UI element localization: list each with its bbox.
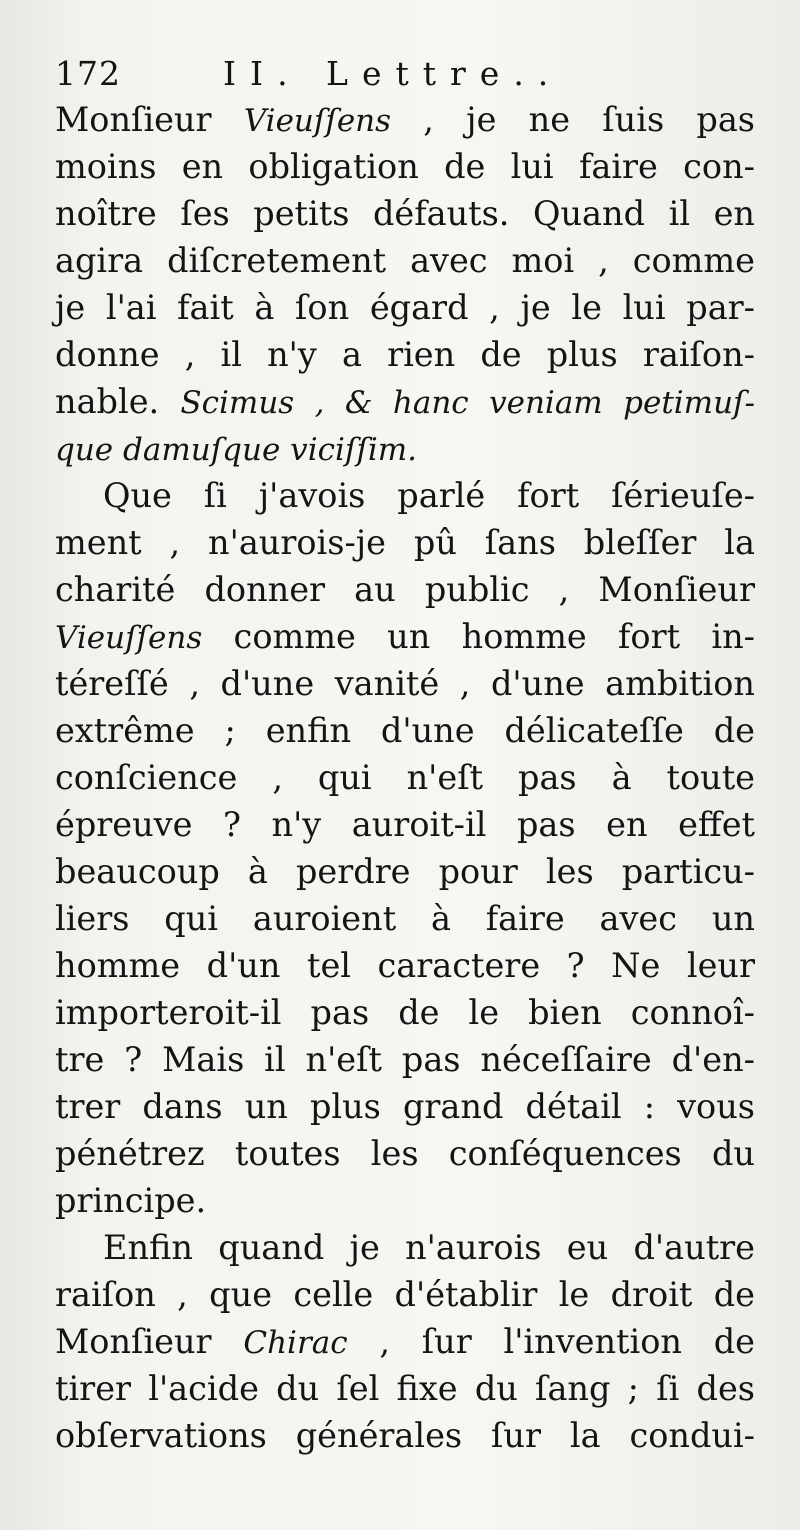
text-segment: charité donner au public , Monſieur (55, 570, 755, 609)
text-segment: comme un homme fort in- (202, 617, 755, 656)
text-line (55, 895, 755, 942)
text-line (55, 331, 755, 378)
text-line (55, 96, 755, 143)
text-segment: importeroit-il pas de le bien connoî- (55, 993, 755, 1032)
italic-text: Vieuſſens (55, 620, 203, 656)
text-line (55, 1130, 755, 1177)
body-text (55, 96, 755, 1459)
text-line (55, 1224, 755, 1271)
text-line (55, 754, 755, 801)
text-segment: beaucoup à perdre pour les particu- (55, 852, 755, 891)
text-segment: noître ſes petits défauts. Quand il en (55, 194, 755, 233)
text-segment: tre ? Mais il n'eſt pas néceſſaire d'en- (55, 1040, 755, 1079)
text-segment: je l'ai fait à ſon égard , je le lui par- (55, 288, 755, 327)
page-number: 172 (55, 54, 121, 93)
text-segment: pénétrez toutes les conſéquences du (55, 1134, 755, 1173)
text-line (55, 1177, 755, 1224)
text-line (55, 613, 755, 660)
text-line (55, 1083, 755, 1130)
text-line (55, 425, 755, 472)
page-header (55, 52, 740, 96)
text-line (55, 848, 755, 895)
text-line (55, 378, 755, 425)
text-segment: liers qui auroient à faire avec un (55, 899, 755, 938)
text-segment: téreſſé , d'une vanité , d'une ambition (55, 664, 755, 703)
text-segment: épreuve ? n'y auroit-il pas en effet (55, 805, 755, 844)
text-line (55, 660, 755, 707)
text-line (55, 1036, 755, 1083)
text-segment: agira diſcretement avec moi , comme (55, 241, 755, 280)
text-segment: , ſur l'invention de (347, 1322, 755, 1361)
text-segment: Monſieur (55, 100, 244, 139)
text-segment: homme d'un tel caractere ? Ne leur (55, 946, 755, 985)
text-segment: donne , il n'y a rien de plus raiſon- (55, 335, 755, 374)
text-line (55, 472, 755, 519)
text-line (55, 1365, 755, 1412)
text-segment: principe. (55, 1181, 207, 1220)
italic-text: Vieuſſens (243, 103, 392, 139)
text-line (55, 566, 755, 613)
text-segment: Enfin quand je n'aurois eu d'autre (103, 1228, 755, 1267)
text-segment: trer dans un plus grand détail : vous (55, 1087, 755, 1126)
text-segment: obſervations générales ſur la condui- (55, 1416, 755, 1455)
text-segment: , je ne ſuis pas (391, 100, 755, 139)
text-line (55, 284, 755, 331)
text-line (55, 1412, 755, 1459)
text-line (55, 1271, 755, 1318)
text-segment: raiſon , que celle d'établir le droit de (55, 1275, 755, 1314)
text-segment: nable. (55, 382, 181, 421)
text-segment: Monſieur (55, 1322, 244, 1361)
text-segment: conſcience , qui n'eſt pas à toute (55, 758, 755, 797)
text-line (55, 190, 755, 237)
text-segment: tirer l'acide du ſel fixe du ſang ; ſi des (55, 1369, 755, 1408)
text-line (55, 237, 755, 284)
text-segment: moins en obligation de lui faire con- (55, 147, 755, 186)
text-segment: extrême ; enfin d'une délicateſſe de (55, 711, 755, 750)
text-line (55, 1318, 755, 1365)
text-line (55, 801, 755, 848)
text-line (55, 519, 755, 566)
text-line (55, 143, 755, 190)
text-segment: Que ſi j'avois parlé fort ſérieuſe- (103, 476, 755, 515)
italic-text: Chirac (243, 1325, 348, 1361)
text-line (55, 989, 755, 1036)
text-line (55, 942, 755, 989)
italic-text: que damuſque viciſſim. (55, 432, 417, 468)
text-line (55, 707, 755, 754)
italic-text: Scimus , & hanc veniam petimuſ- (180, 385, 755, 421)
running-title: II. Lettre.. (223, 54, 563, 93)
text-segment: ment , n'aurois-je pû ſans bleſſer la (55, 523, 755, 562)
